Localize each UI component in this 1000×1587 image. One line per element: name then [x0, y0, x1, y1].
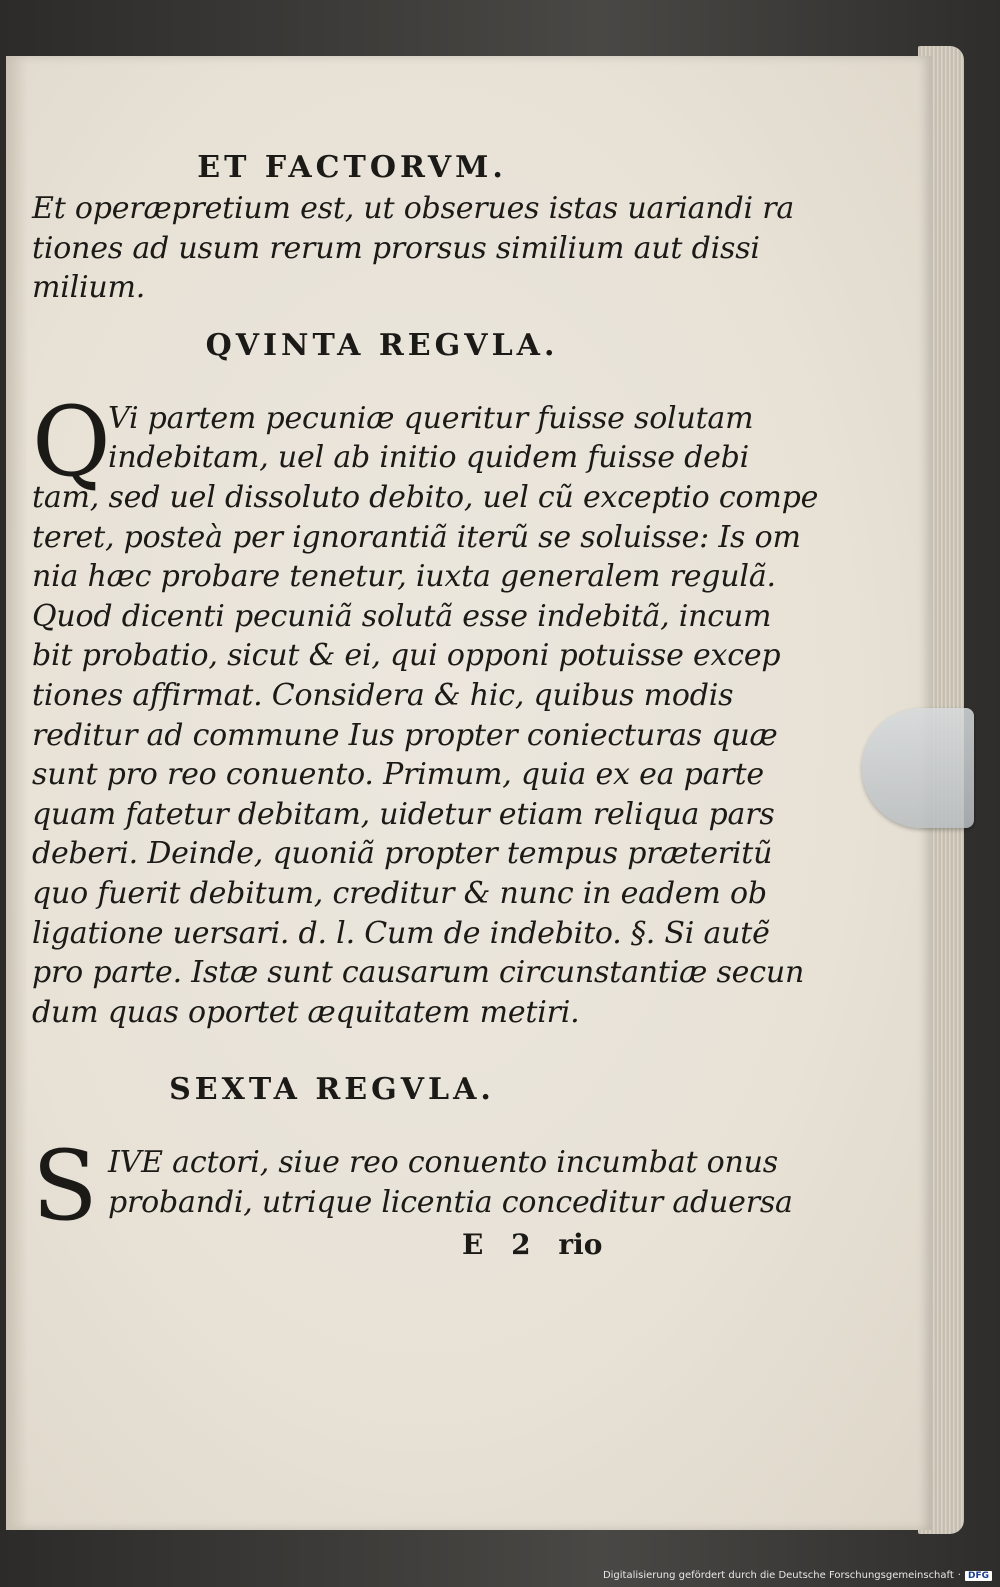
- paragraph-quinta: [32, 385, 819, 1033]
- text-line: dum quas oportet æquitatem metiri.: [32, 994, 580, 1030]
- text-line: pro parte. Istæ sunt causarum circunstantiæ secun: [32, 955, 805, 991]
- text-line: Vi partem pecuniæ queritur fuisse solutam: [108, 400, 754, 436]
- text-line: tiones ad usum rerum prorsus similium aut dissi: [32, 230, 760, 266]
- drop-cap: S: [32, 1130, 98, 1243]
- text-line: sunt pro reo conuento. Primum, quia ex ea parte: [32, 757, 764, 793]
- text-line: IVE actori, siue reo conuento incumbat onus: [108, 1145, 778, 1181]
- section-heading-quinta: QVINTA REGVLA.: [205, 327, 559, 363]
- text-line: reditur ad commune Ius propter coniecturas quæ: [32, 717, 778, 753]
- text-line: bit probatio, sicut & ei, qui opponi potuisse excep: [32, 638, 781, 674]
- text-line: deberi. Deinde, quoniã propter tempus præteritũ: [32, 836, 773, 872]
- text-line: milium.: [32, 270, 146, 306]
- text-line: Et operæpretium est, ut obserues istas uariandi ra: [32, 191, 795, 226]
- dfg-logo-icon: DFG: [965, 1571, 992, 1581]
- page-clip: [862, 708, 974, 828]
- text-line: teret, posteà per ignorantiã iterũ se soluisse: Is om: [32, 519, 801, 555]
- digitization-credit: Digitalisierung gefördert durch die Deutsche Forschungsgemeinschaft · DFG: [603, 1570, 992, 1581]
- text-line: indebitam, uel ab initio quidem fuisse debi: [108, 440, 750, 476]
- text-line: quo fuerit debitum, creditur & nunc in eadem ob: [32, 875, 767, 911]
- text-line: ligatione uersari. d. l. Cum de indebito. §. Si autẽ: [32, 915, 770, 951]
- signature-mark: E 2 rio: [462, 1228, 603, 1262]
- text-line: tiones affirmat. Considera & hic, quibus modis: [32, 677, 734, 713]
- text-line: Quod dicenti pecuniã solutã esse indebitã, incum: [32, 598, 772, 634]
- page-gutter: [6, 56, 28, 1530]
- text-line: tam, sed uel dissoluto debito, uel cũ exceptio compe: [32, 479, 819, 515]
- text-line: probandi, utrique licentia conceditur aduersa: [108, 1184, 793, 1220]
- section-heading-sexta: SEXTA REGVLA.: [169, 1072, 495, 1108]
- drop-cap: Q: [32, 385, 111, 498]
- running-head: ET FACTORVM.: [197, 150, 507, 185]
- text-block: [32, 150, 819, 1262]
- text-line: quam fatetur debitam, uidetur etiam reliqua pars: [32, 796, 775, 832]
- text-line: nia hæc probare tenetur, iuxta generalem regulã.: [32, 559, 776, 595]
- credit-text: Digitalisierung gefördert durch die Deutsche Forschungsgemeinschaft: [602, 1570, 954, 1581]
- paragraph-sexta: [32, 1130, 793, 1243]
